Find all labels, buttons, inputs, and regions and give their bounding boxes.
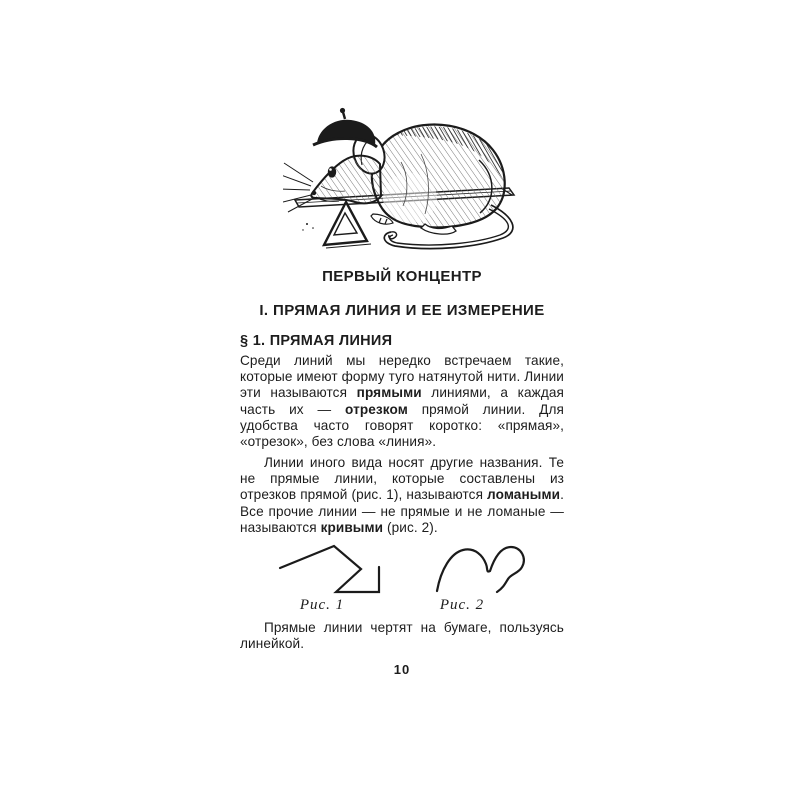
mouse-body [372, 124, 505, 227]
part-heading: ПЕРВЫЙ КОНЦЕНТР [322, 268, 482, 285]
mouse-nose [312, 191, 316, 195]
figure-1-caption: Рис. 1 [299, 597, 345, 613]
figure-1-broken-line [270, 538, 390, 600]
mouse-eye [328, 166, 336, 177]
mouse-draftsman-drawing [283, 102, 523, 260]
paragraph-3: Прямые линии чертят на бумаге, пользуясь линейкой. [240, 620, 564, 652]
figure-2-curved-line [425, 538, 535, 600]
term-straight-lines: прямыми [356, 385, 422, 401]
figure-2-caption: Рис. 2 [439, 597, 485, 613]
chapter-heading: I. ПРЯМАЯ ЛИНИЯ И ЕЕ ИЗМЕРЕНИЕ [259, 302, 545, 319]
set-square [324, 202, 371, 248]
ground-speckles [302, 223, 314, 231]
term-curved-lines: кривыми [320, 519, 384, 535]
mouse-illustration [283, 102, 523, 260]
page-number: 10 [393, 662, 411, 677]
mouse-head [311, 156, 381, 204]
p2-text: Линии иного вида носят другие названия. Те не прямые линии, которые составлены из отрезков прямой (рис. 1), называются [240, 455, 564, 503]
paragraph-2: Линии иного вида носят другие названия. Те не прямые линии, которые составлены из отрезков прямой (рис. 1), называются ломаными. Все прочие линии — не прямые и не ломаные — называются кривыми (рис. 2). [240, 455, 564, 535]
paragraph-1: Среди линий мы нередко встречаем такие, которые имеют форму туго натянутой нити. Линии эти называются прямыми линиями, а каждая часть их — отрезком прямой линии. Для удобства часто говорят коротко: «прямая», «отрезок», без слова «линия». [240, 353, 564, 450]
term-broken-lines: ломаными [487, 487, 561, 503]
p1-text: Среди линий мы нередко встречаем такие, которые имеют форму туго натянутой нити. Линии эти называются [240, 353, 564, 401]
beret-cap [313, 108, 377, 147]
section-heading: § 1. ПРЯМАЯ ЛИНИЯ [240, 333, 393, 349]
term-segment: отрезком [345, 401, 408, 417]
